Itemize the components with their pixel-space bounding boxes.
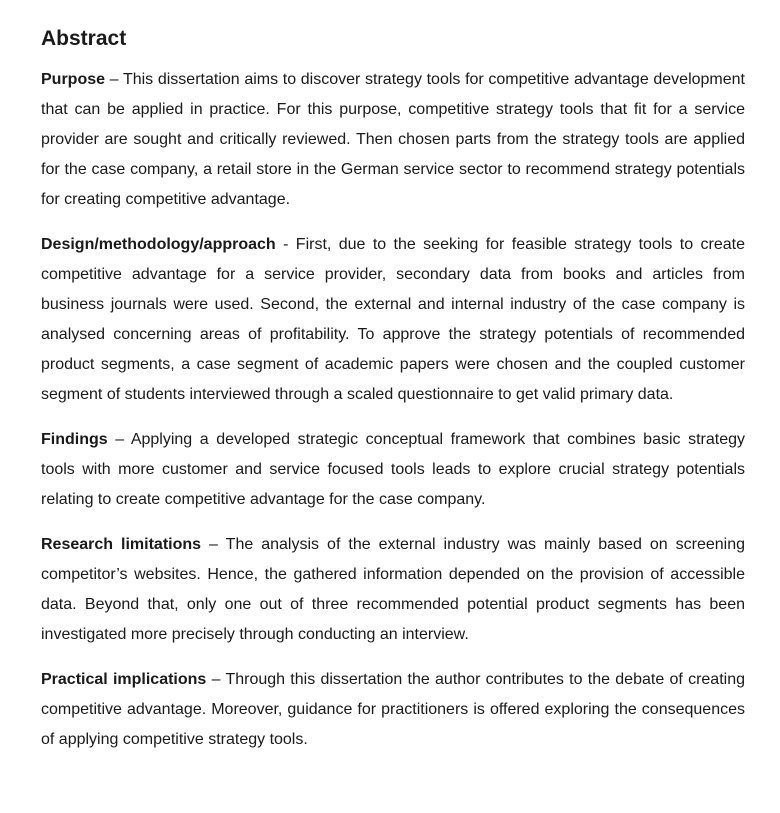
section-design-methodology-approach xyxy=(41,230,745,410)
section-heading: Research limitations xyxy=(41,536,202,553)
section-findings xyxy=(41,425,745,515)
section-text: First, due to the seeking for feasible strategy tools to create competitive advantage for a service provider, secondary data from books and articles from business journals were used. Second, the external and internal industry of the case company is analysed concerning areas of profitability. To approve the strategy potentials of recommended product segments, a case segment of academic papers were chosen and the coupled customer segment of students interviewed through a scaled questionnaire to get valid primary data. xyxy=(41,236,745,403)
section-separator: – xyxy=(201,536,226,553)
section-heading: Design/methodology/approach xyxy=(41,236,276,253)
section-separator: – xyxy=(105,71,123,88)
section-text: Applying a developed strategic conceptual framework that combines basic strategy tools with more customer and service focused tools leads to explore crucial strategy potentials relating to create competitive advantage for the case company. xyxy=(41,431,746,508)
section-text: This dissertation aims to discover strategy tools for competitive advantage development that can be applied in practice. For this purpose, competitive strategy tools that fit for a service provider are sought and critically reviewed. Then chosen parts from the strategy tools are applied for the case company, a retail store in the German service sector to recommend strategy potentials for creating competitive advantage. xyxy=(41,71,745,208)
section-separator: – xyxy=(206,671,226,688)
section-practical-implications xyxy=(41,665,745,755)
section-heading: Purpose xyxy=(41,71,106,88)
section-research-limitations xyxy=(41,530,745,650)
abstract-document xyxy=(41,26,745,770)
section-heading: Practical implications xyxy=(41,671,207,688)
section-text: The analysis of the external industry was mainly based on screening competitor’s websites. Hence, the gathered information depended on the provision of accessible data. Beyond that, only one out of three recommended potential product segments has been investigated more precisely through conducting an interview. xyxy=(41,536,746,643)
section-text: Through this dissertation the author contributes to the debate of creating competitive advantage. Moreover, guidance for practitioners is offered exploring the consequences of applying competitive strategy tools. xyxy=(41,671,745,748)
section-separator: - xyxy=(275,236,296,253)
page-title: Abstract xyxy=(41,27,127,50)
section-heading: Findings xyxy=(41,431,108,448)
section-purpose xyxy=(41,65,745,215)
section-separator: – xyxy=(107,431,131,448)
